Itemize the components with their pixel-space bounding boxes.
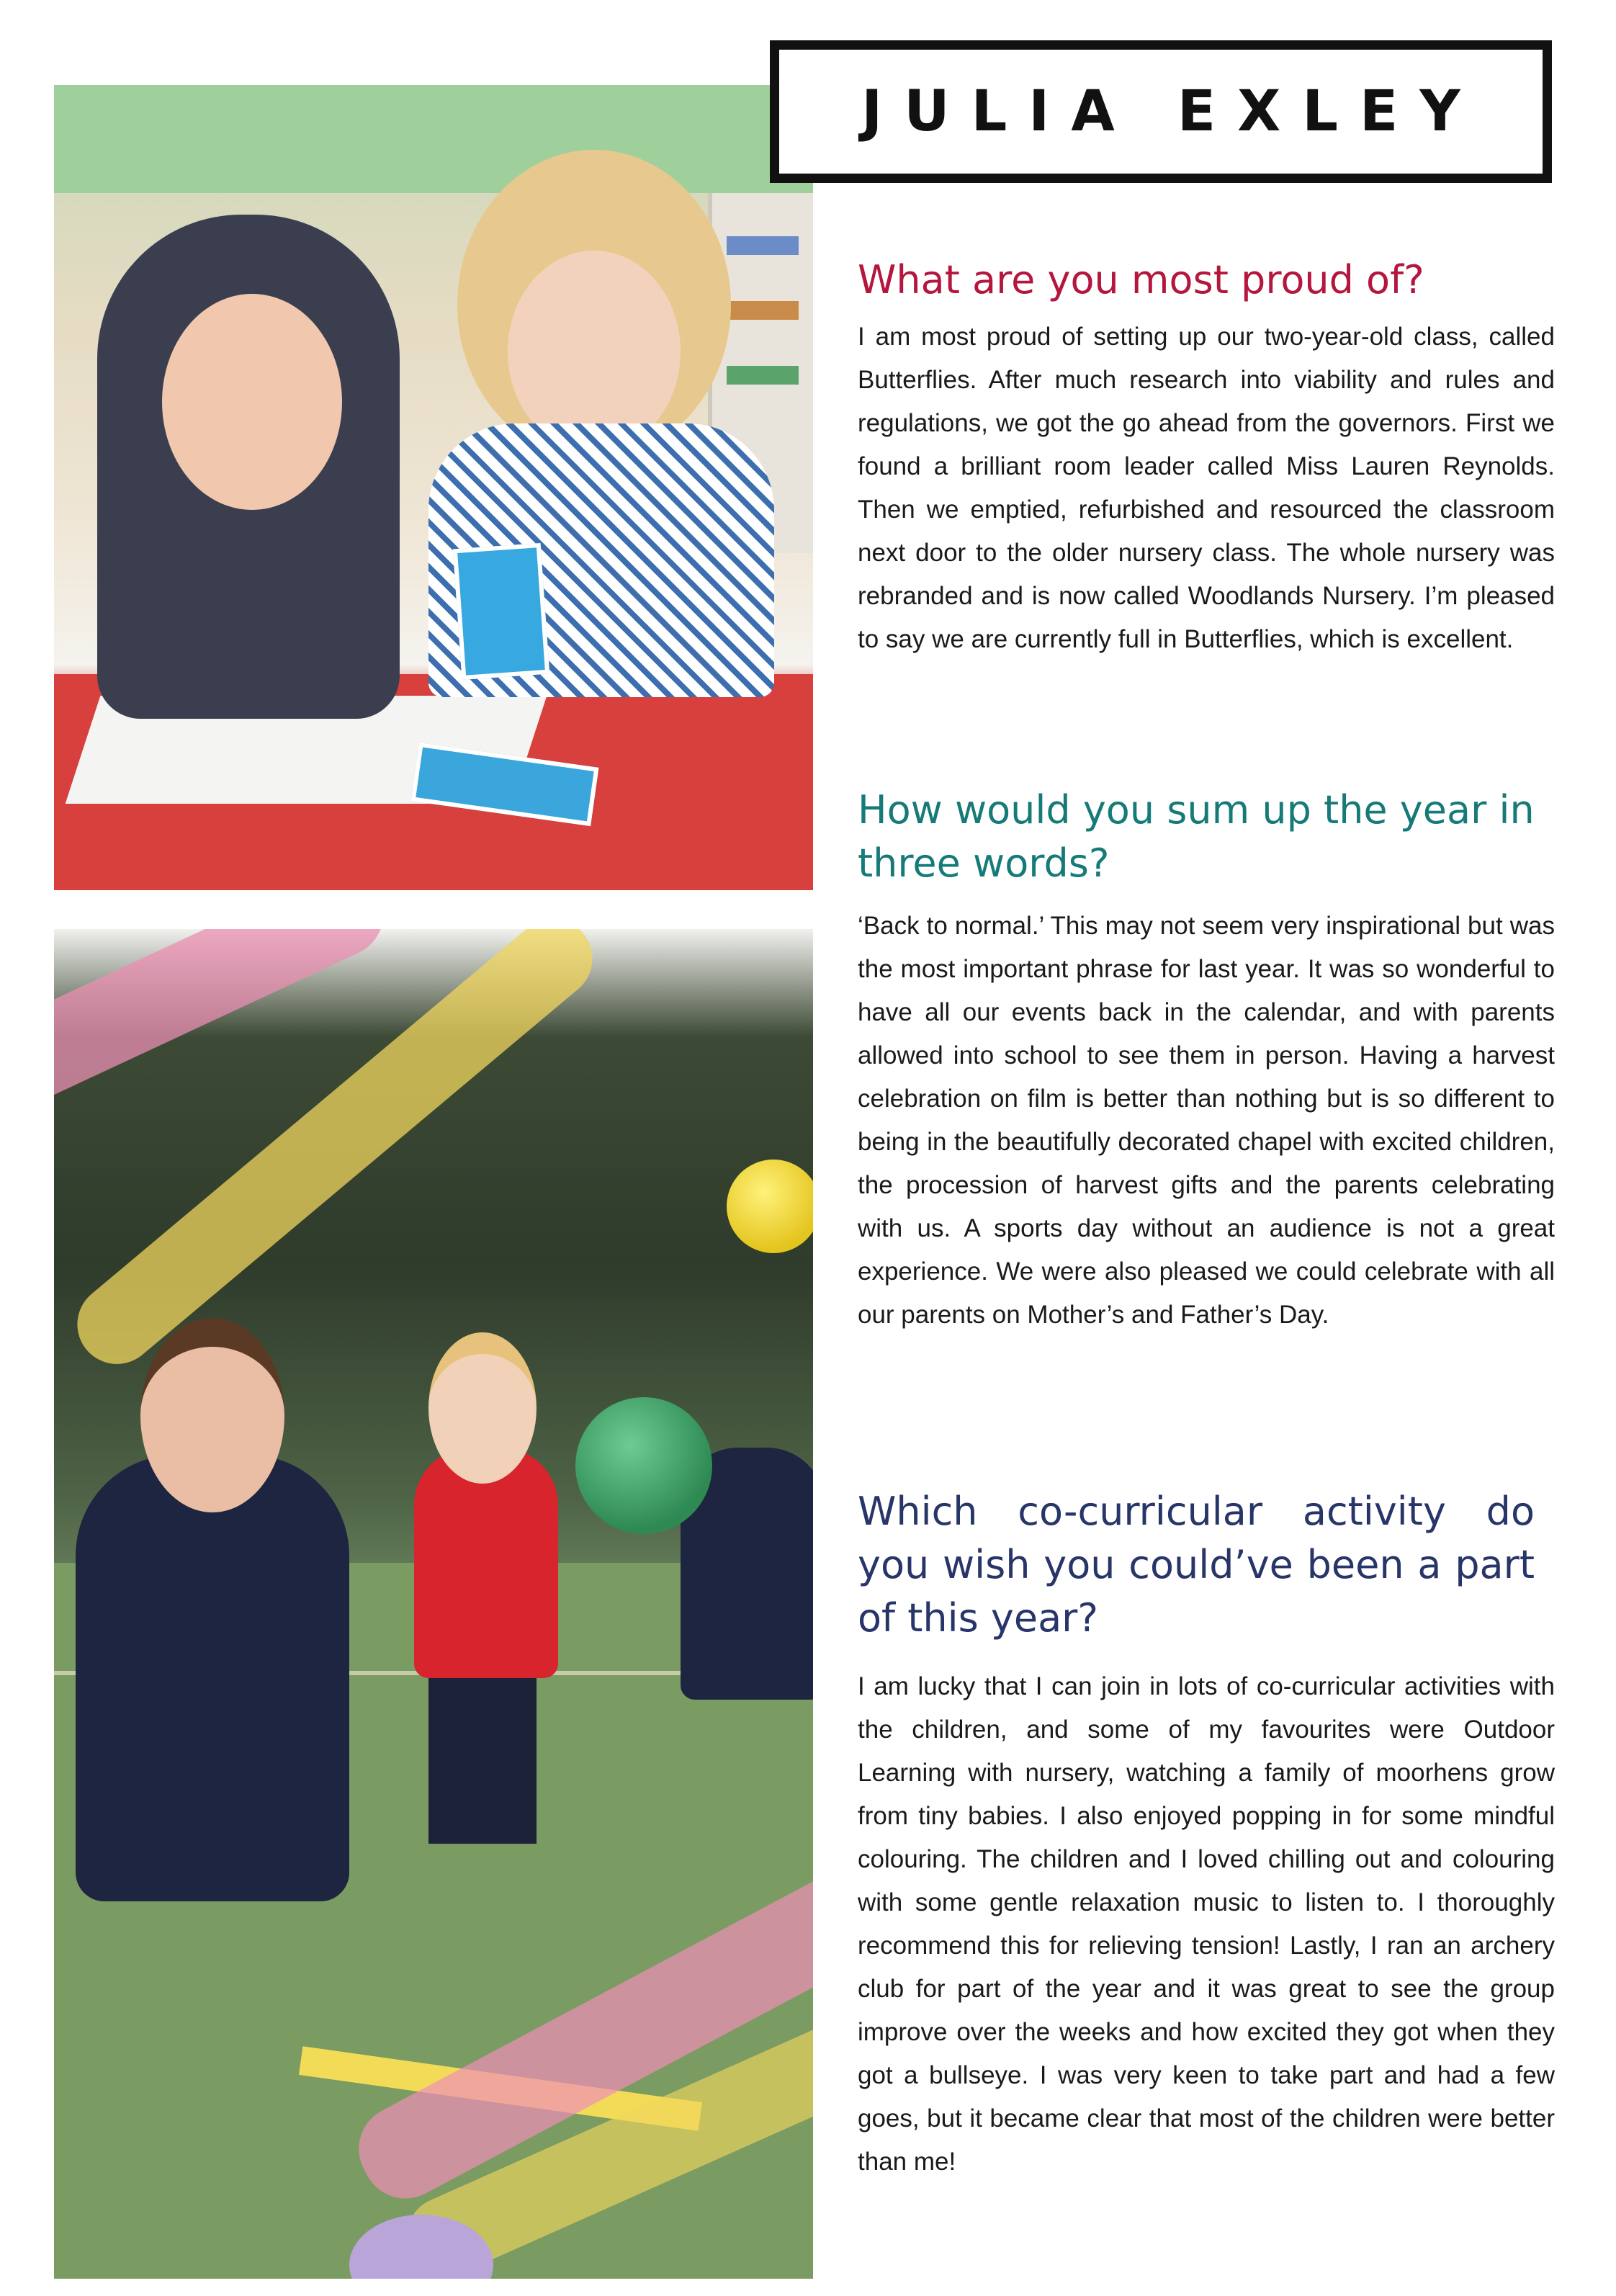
girl-head: [428, 1332, 537, 1484]
answer-text: I am most proud of setting up our two-year-old class, called Butterflies. After much research into viability and rules and regulations, we got the go ahead from the governors. First we found a brilliant room leader called Miss Lauren Reynolds. Then we emptied, refurbished and resourced the classroom next door to the older nursery class. The whole nursery was rebranded and is now called Woodlands Nursery. I’m pleased to say we are currently full in Butterflies, which is excellent.: [858, 323, 1555, 653]
answer-text: ‘Back to normal.’ This may not seem very inspirational but was the most important phrase for last year. It was so wonderful to have all our events back in the calendar, and with parents allowed into school to see them in person. Having a harvest celebration on film is better than nothing but is so different to being in the beautifully decorated chapel with excited children, the procession of harvest gifts and the parents celebrating with us. A sports day without an audience is not a great experience. We were also pleased we could celebrate with all our parents on Mother’s and Father’s Day.: [858, 912, 1555, 1329]
question-heading: What are you most proud of?: [858, 257, 1424, 302]
boy-head: [140, 1318, 284, 1512]
playing-card: [453, 543, 549, 680]
display-board: [54, 85, 813, 193]
classroom-photo: [54, 85, 813, 890]
question-heading: How would you sum up the year in three words?: [858, 787, 1535, 886]
girl-leggings: [428, 1678, 537, 1844]
page-title: JULIA EXLEY: [861, 79, 1482, 144]
section-co-curricular: [858, 1485, 1555, 2184]
girl-left-face: [162, 294, 342, 510]
name-title-box: [770, 40, 1552, 183]
question-heading: Which co-curricular activity do you wish you could’ve been a part of this year?: [858, 1489, 1535, 1641]
answer-text: I am lucky that I can join in lots of co-curricular activities with the children, and some of my favourites were Outdoor Learning with nursery, watching a family of moorhens grow from tiny babies. I also enjoyed popping in for some mindful colouring. The children and I loved chilling out and colouring with some gentle relaxation music to listen to. I thoroughly recommend this for relieving tension! Lastly, I ran an archery club for part of the year and it was great to see the group improve over the weeks and how excited they got when they got a bullseye. I was very keen to take part and had a few goes, but it became clear that most of the children were better than me!: [858, 1672, 1555, 2176]
section-proud: [858, 254, 1555, 661]
sports-field-photo: [54, 929, 813, 2279]
girl-right-face: [508, 251, 681, 452]
yellow-ball: [727, 1160, 813, 1253]
boy-navy-jumper: [76, 1455, 349, 1901]
green-ball: [575, 1397, 712, 1534]
section-three-words: [858, 784, 1555, 1337]
